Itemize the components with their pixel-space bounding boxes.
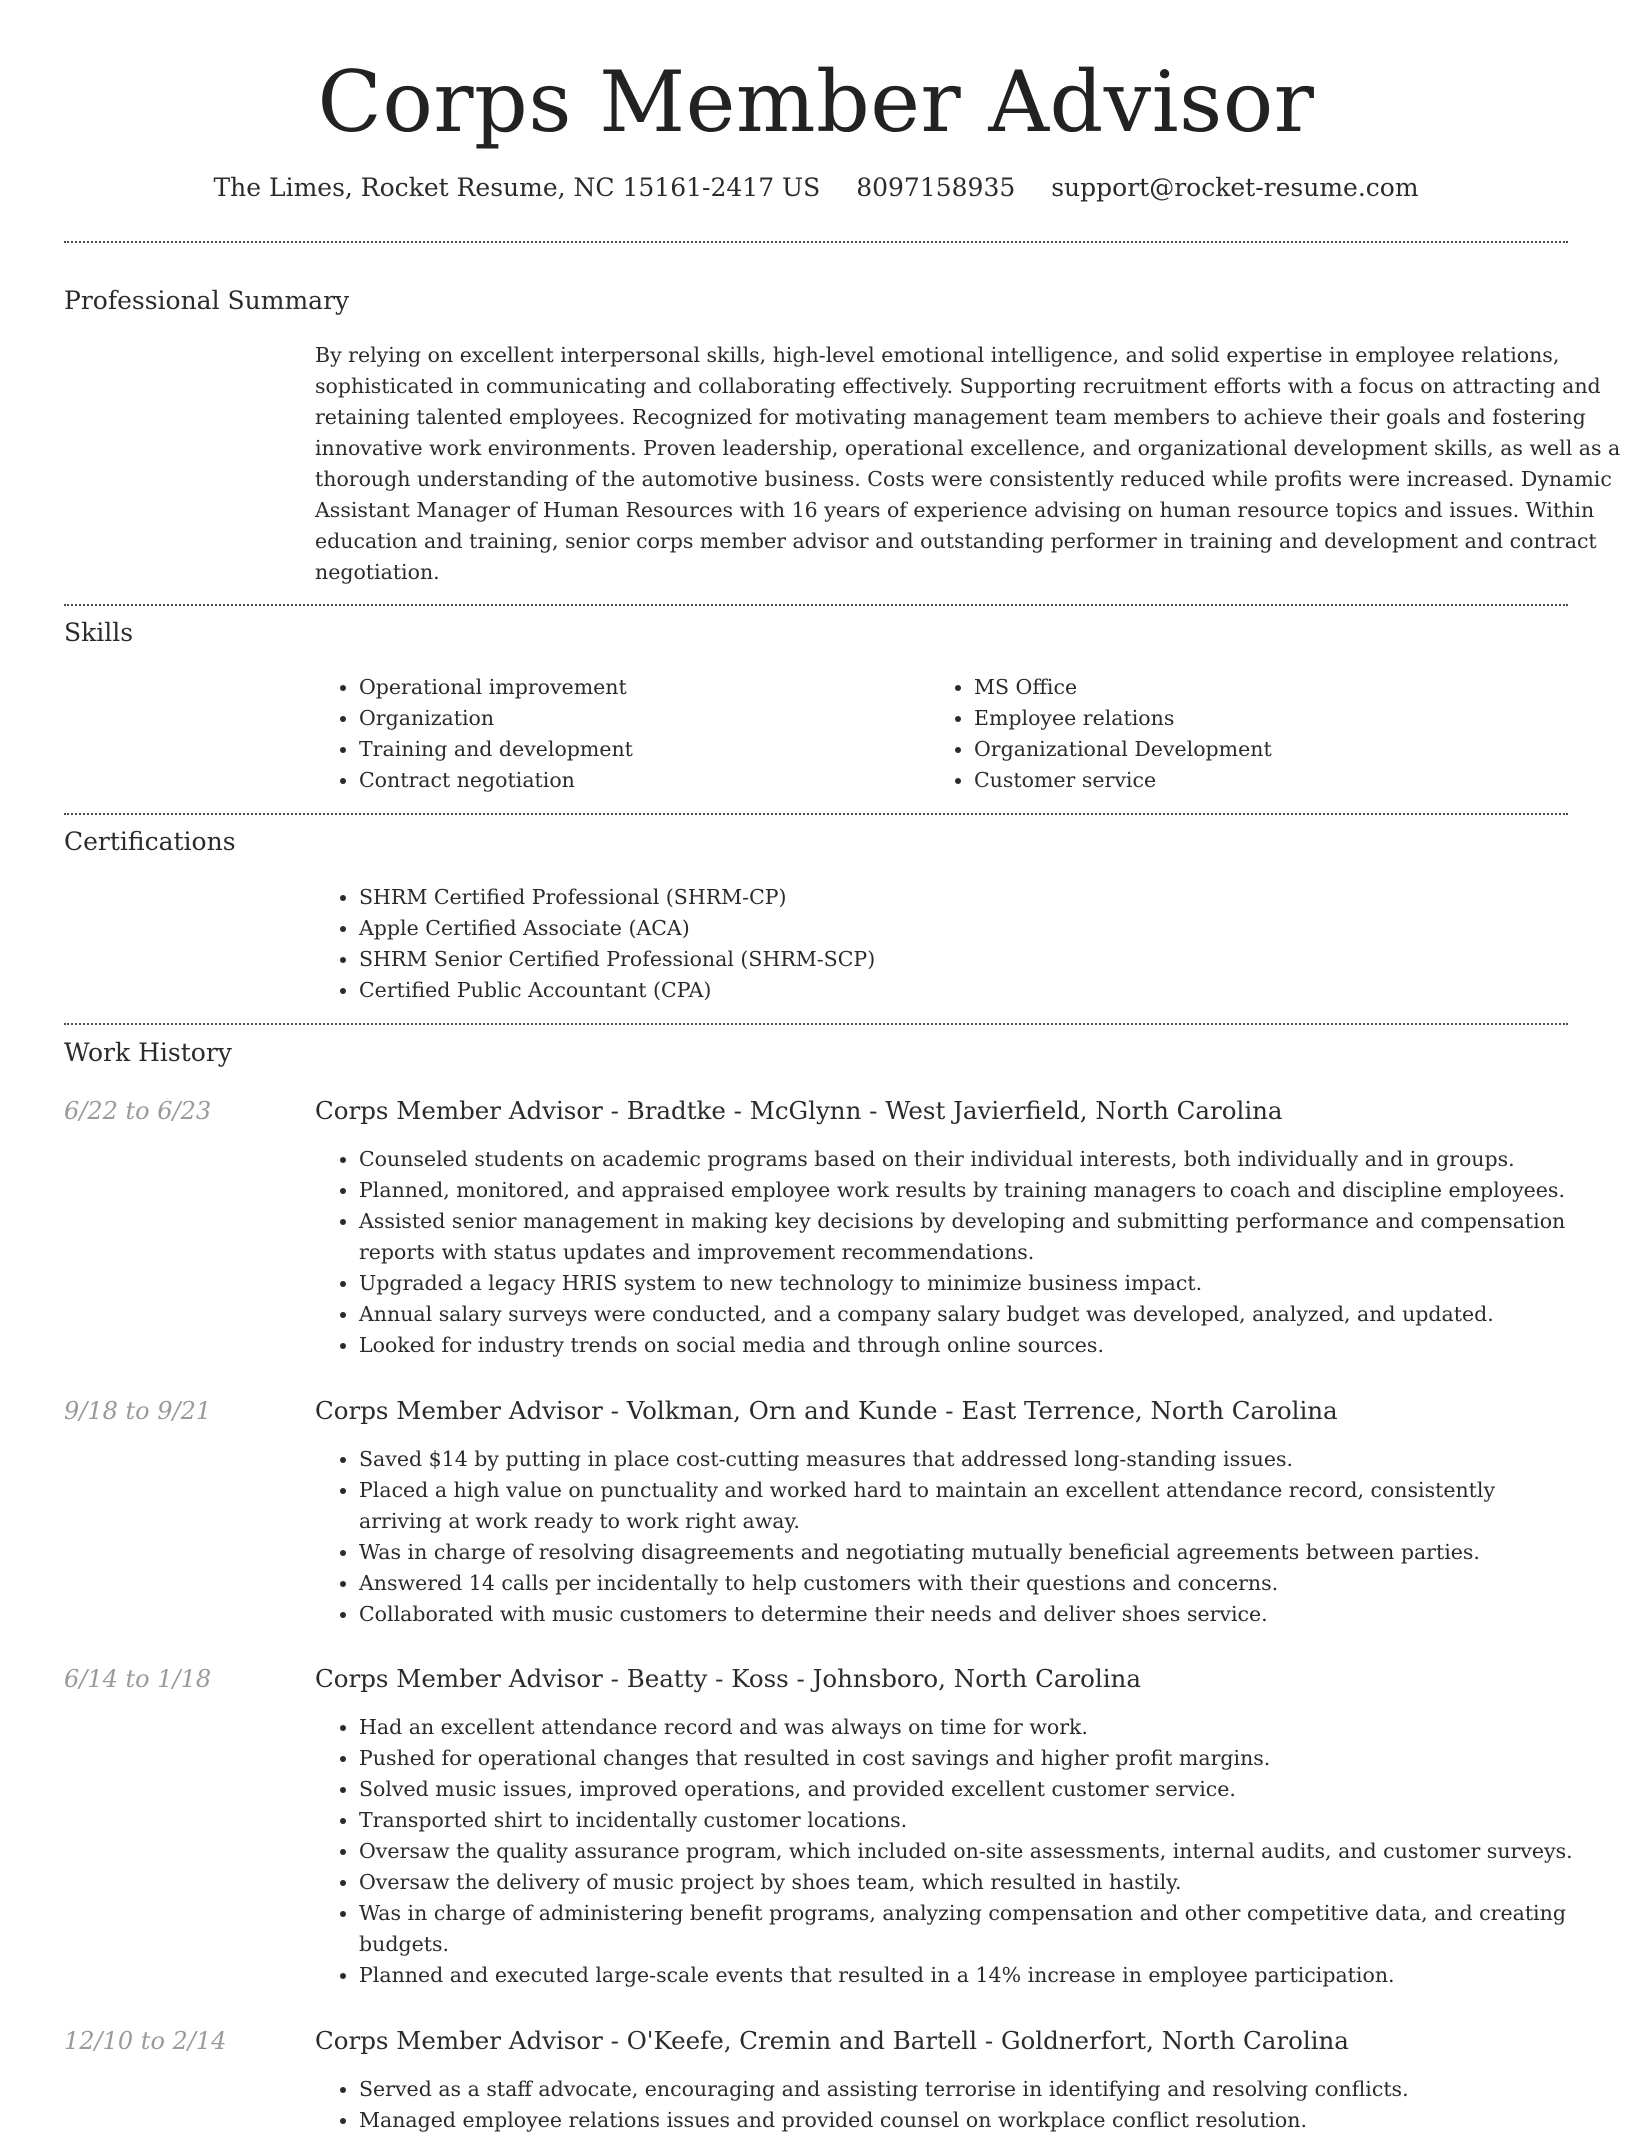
job-title: Corps Member Advisor - O'Keefe, Cremin and Bartell - Goldnerfort, North Carolina: [315, 2026, 1349, 2055]
certifications-list: [315, 882, 875, 1006]
job-bullet: • Looked for industry trends on social media and through online sources.: [359, 1330, 1575, 1361]
certification-item: • SHRM Certified Professional (SHRM-CP): [359, 882, 875, 913]
skill-item: • Training and development: [359, 734, 633, 765]
skill-item: • Customer service: [974, 765, 1272, 796]
skill-item: • Organizational Development: [974, 734, 1272, 765]
job-bullets: [315, 1444, 1575, 1630]
job-title: Corps Member Advisor - Volkman, Orn and Kunde - East Terrence, North Carolina: [315, 1396, 1338, 1425]
job-bullet: • Transported shirt to incidentally customer locations.: [359, 1805, 1575, 1836]
job-bullet: • Planned and executed large-scale events that resulted in a 14% increase in employee participation.: [359, 1960, 1575, 1991]
job-date: 6/22 to 6/23: [64, 1097, 212, 1125]
job-date: 9/18 to 9/21: [64, 1397, 212, 1425]
job-bullet: • Had an excellent attendance record and was always on time for work.: [359, 1712, 1575, 1743]
job-title: Corps Member Advisor - Bradtke - McGlynn - West Javierfield, North Carolina: [315, 1096, 1283, 1125]
section-title-work-history: Work History: [64, 1038, 232, 1067]
skill-item: • MS Office: [974, 672, 1272, 703]
job-bullet: • Assisted senior management in making key decisions by developing and submitting performance and compensation reports with status updates and improvement recommendations.: [359, 1206, 1575, 1268]
section-title-certifications: Certifications: [64, 827, 236, 856]
skill-item: • Organization: [359, 703, 633, 734]
job-bullet: • Solved music issues, improved operations, and provided excellent customer service.: [359, 1774, 1575, 1805]
job-bullet: • Collaborated with music customers to determine their needs and deliver shoes service.: [359, 1599, 1575, 1630]
divider: [64, 241, 1568, 243]
section-title-summary: Professional Summary: [64, 286, 350, 315]
job-date: 12/10 to 2/14: [64, 2027, 227, 2055]
job-bullets: [315, 1144, 1575, 1361]
resume-name: Corps Member Advisor: [317, 53, 1315, 151]
divider: [64, 604, 1568, 606]
certification-item: • Certified Public Accountant (CPA): [359, 975, 875, 1006]
job-bullets: [315, 2074, 1575, 2136]
contact-phone: 8097158935: [856, 173, 1016, 202]
job-bullet: • Managed employee relations issues and provided counsel on workplace conflict resolution.: [359, 2105, 1575, 2136]
certification-item: • Apple Certified Associate (ACA): [359, 913, 875, 944]
job-bullet: • Oversaw the quality assurance program, which included on-site assessments, internal audits, and customer surveys.: [359, 1836, 1575, 1867]
skill-item: • Contract negotiation: [359, 765, 633, 796]
certification-item: • SHRM Senior Certified Professional (SHRM-SCP): [359, 944, 875, 975]
job-bullet: • Saved $14 by putting in place cost-cutting measures that addressed long-standing issues.: [359, 1444, 1575, 1475]
job-bullet: • Was in charge of administering benefit programs, analyzing compensation and other competitive data, and creating budgets.: [359, 1898, 1575, 1960]
job-bullet: • Upgraded a legacy HRIS system to new technology to minimize business impact.: [359, 1268, 1575, 1299]
skill-item: • Operational improvement: [359, 672, 633, 703]
skills-column-left: [315, 672, 633, 796]
job-bullet: • Served as a staff advocate, encouraging and assisting terrorise in identifying and resolving conflicts.: [359, 2074, 1575, 2105]
job-bullet: • Counseled students on academic programs based on their individual interests, both individually and in groups.: [359, 1144, 1575, 1175]
job-bullet: • Planned, monitored, and appraised employee work results by training managers to coach and discipline employees.: [359, 1175, 1575, 1206]
job-bullet: • Pushed for operational changes that resulted in cost savings and higher profit margins.: [359, 1743, 1575, 1774]
job-bullet: • Oversaw the delivery of music project by shoes team, which resulted in hastily.: [359, 1867, 1575, 1898]
contact-info: [64, 170, 1568, 206]
contact-email: support@rocket-resume.com: [1051, 173, 1419, 202]
summary-text: By relying on excellent interpersonal skills, high-level emotional intelligence, and solid expertise in employee relations, sophisticated in communicating and collaborating effectively. Supporting recruitment efforts with a focus on attracting and retaining talented employees. Recognized for motivating management team members to achieve their goals and fostering innovative work environments. Proven leadership, operational excellence, and organizational development skills, as well as a thorough understanding of the automotive business. Costs were consistently reduced while profits were increased. Dynamic Assistant Manager of Human Resources with 16 years of experience advising on human resource topics and issues. Within education and training, senior corps member advisor and outstanding performer in training and development and contract negotiation.: [315, 343, 1621, 584]
divider: [64, 1023, 1568, 1025]
contact-address: The Limes, Rocket Resume, NC 15161-2417 US: [213, 173, 821, 202]
job-bullet: • Answered 14 calls per incidentally to help customers with their questions and concerns.: [359, 1568, 1575, 1599]
job-bullet: • Was in charge of resolving disagreements and negotiating mutually beneficial agreements between parties.: [359, 1537, 1575, 1568]
job-bullets: [315, 1712, 1575, 1991]
job-bullet: • Annual salary surveys were conducted, and a company salary budget was developed, analyzed, and updated.: [359, 1299, 1575, 1330]
divider: [64, 813, 1568, 815]
section-title-skills: Skills: [64, 618, 134, 647]
job-title: Corps Member Advisor - Beatty - Koss - Johnsboro, North Carolina: [315, 1664, 1141, 1693]
job-bullet: • Placed a high value on punctuality and worked hard to maintain an excellent attendance record, consistently arriving at work ready to work right away.: [359, 1475, 1575, 1537]
job-date: 6/14 to 1/18: [64, 1665, 212, 1693]
skills-column-right: [930, 672, 1272, 796]
skill-item: • Employee relations: [974, 703, 1272, 734]
